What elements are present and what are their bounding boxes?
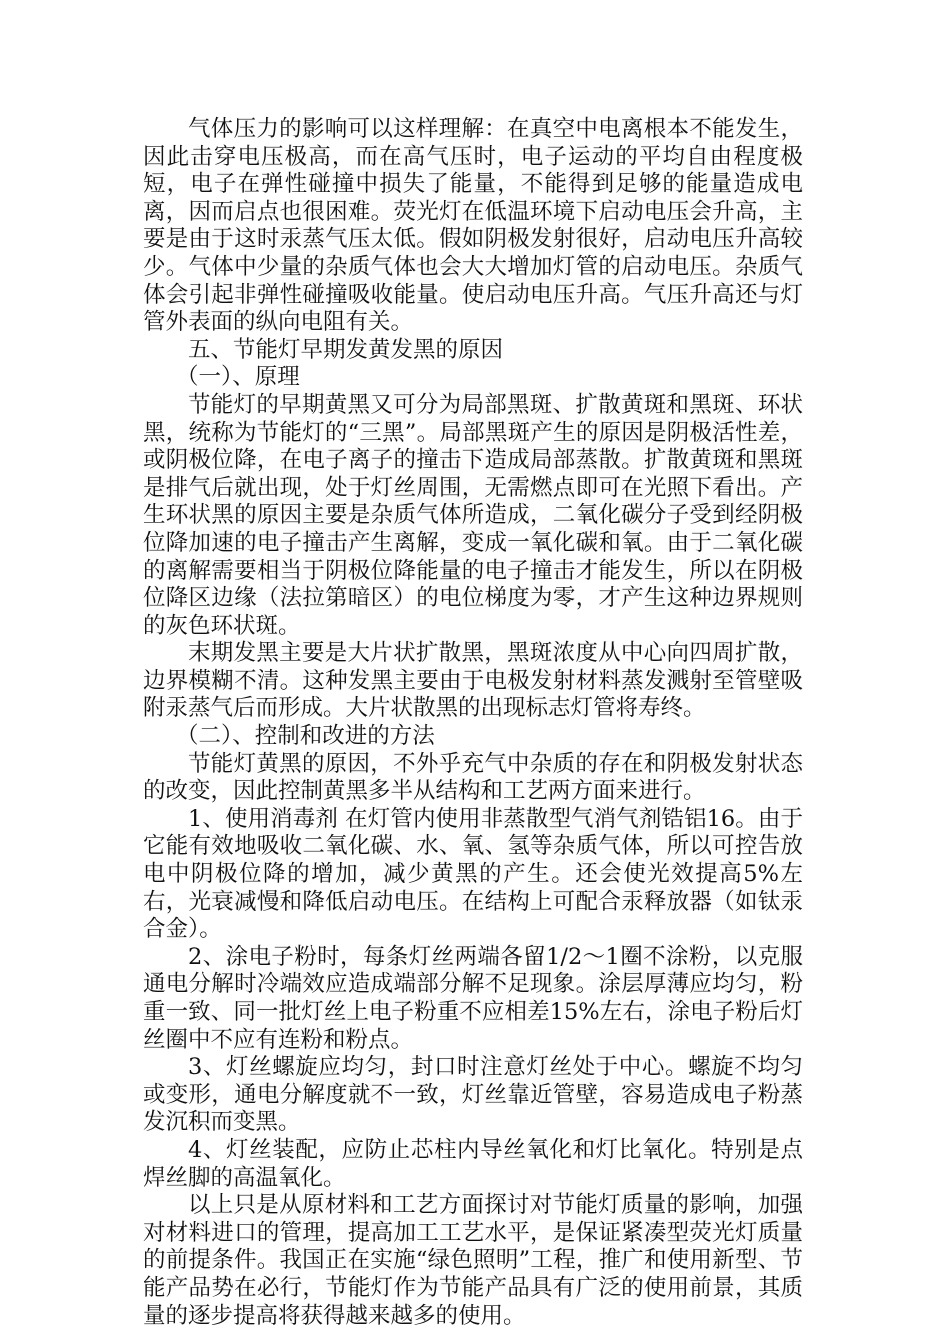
list-item-filament-coil: 3、灯丝螺旋应均匀，封口时注意灯丝处于中心。螺旋不均匀或变形，通电分解度就不一致，灯丝靠近管壁，容易造成电子粉蒸发沉积而变黑。 — [143, 1054, 803, 1136]
list-item-emitter-coating: 2、涂电子粉时，每条灯丝两端各留1/2～1圈不涂粉，以克服通电分解时冷端效应造成端部分解不足现象。涂层厚薄应均匀，粉重一致、同一批灯丝上电子粉重不应相差15%左右，涂电子粉后灯丝圈中不应有连粉和粉点。 — [143, 943, 803, 1053]
paragraph-conclusion: 以上只是从原材料和工艺方面探讨对节能灯质量的影响，加强对材料进口的管理，提高加工工艺水平，是保证紧凑型荧光灯质量的前提条件。我国正在实施“绿色照明”工程，推广和使用新型、节能产品势在必行，节能灯作为节能产品具有广泛的使用前景，其质量的逐步提高将获得越来越多的使用。 — [143, 1192, 803, 1329]
document-page — [143, 116, 803, 1330]
subheading-principle: （一）、原理 — [176, 364, 300, 391]
list-item-filament-assembly: 4、灯丝装配，应防止芯柱内导丝氧化和灯比氧化。特别是点焊丝脚的高温氧化。 — [143, 1136, 803, 1191]
paragraph-control-intro: 节能灯黄黑的原因，不外乎充气中杂质的存在和阴极发射状态的改变，因此控制黄黑多半从结构和工艺两方面来进行。 — [143, 750, 803, 805]
list-item-getter: 1、使用消毒剂 在灯管内使用非蒸散型气消气剂锆铝16。由于它能有效地吸收二氧化碳、水、氧、氢等杂质气体，所以可控告放电中阴极位降的增加，减少黄黑的产生。还会使光效提高5%左右，光衰减慢和降低启动电压。在结构上可配合汞释放器（如钛汞合金）。 — [143, 805, 803, 943]
paragraph-gas-pressure: 气体压力的影响可以这样理解：在真空中电离根本不能发生，因此击穿电压极高，而在高气压时，电子运动的平均自由程度极短，电子在弹性碰撞中损失了能量，不能得到足够的能量造成电离，因而启点也很困难。荧光灯在低温环境下启动电压会升高，主要是由于这时汞蒸气压太低。假如阴极发射很好，启动电压升高较少。气体中少量的杂质气体也会大大增加灯管的启动电压。杂质气体会引起非弹性碰撞吸收能量。使启动电压升高。气压升高还与灯管外表面的纵向电阻有关。 — [143, 116, 803, 336]
paragraph-early-blackening: 节能灯的早期黄黑又可分为局部黑斑、扩散黄斑和黑斑、环状黑，统称为节能灯的“三黑”。局部黑斑产生的原因是阴极活性差，或阴极位降，在电子离子的撞击下造成局部蒸散。扩散黄斑和黑斑是排气后就出现，处于灯丝周围，无需燃点即可在光照下看出。产生环状黑的原因主要是杂质气体所造成，二氧化碳分子受到经阴极位降加速的电子撞击产生离解，变成一氧化碳和氧。由于二氧化碳的离解需要相当于阴极位降能量的电子撞击才能发生，所以在阴极位降区边缘（法拉第暗区）的电位梯度为零，才产生这种边界规则的灰色环状斑。 — [143, 391, 803, 639]
section-heading-yellow-black-causes: 五、节能灯早期发黄发黑的原因 — [188, 336, 504, 363]
subheading-control-methods: （二）、控制和改进的方法 — [176, 723, 435, 750]
paragraph-late-blackening: 末期发黑主要是大片状扩散黑，黑斑浓度从中心向四周扩散，边界模糊不清。这种发黑主要由于电极发射材料蒸发溅射至管壁吸附汞蒸气后而形成。大片状散黑的出现标志灯管将寿终。 — [143, 640, 803, 722]
